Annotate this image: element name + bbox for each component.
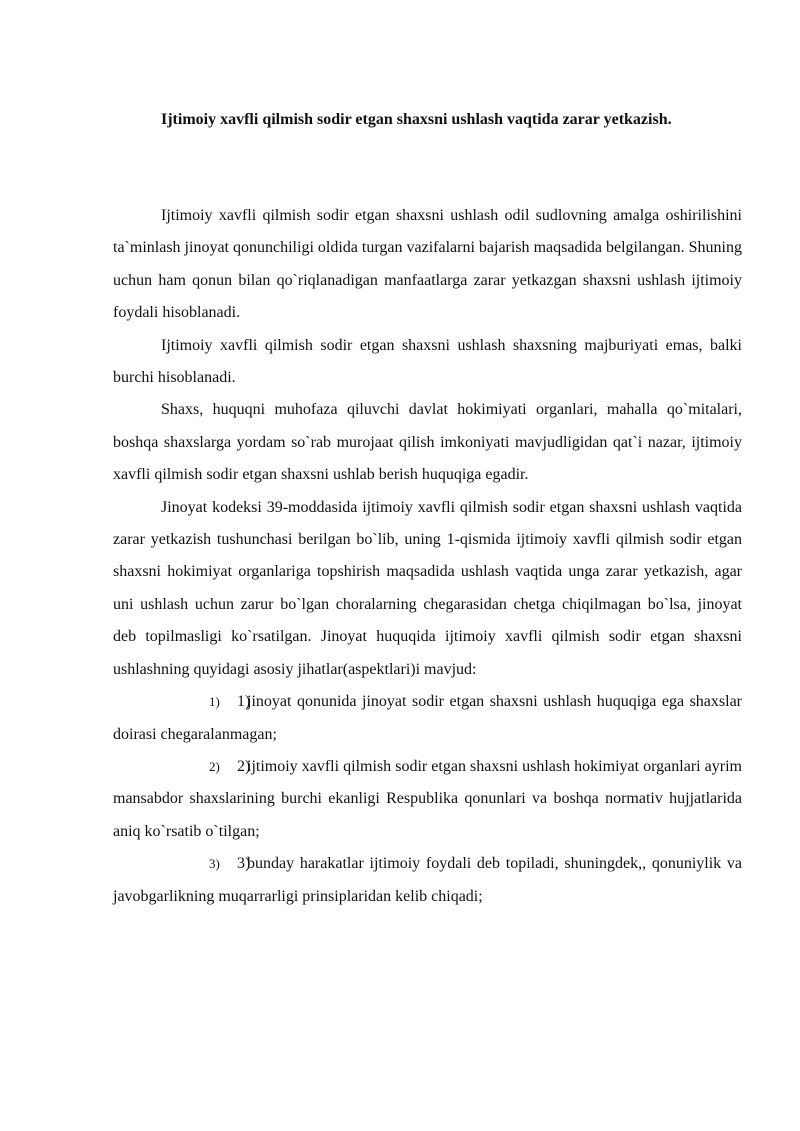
paragraph-3: Shaxs, huquqni muhofaza qiluvchi davlat hokimiyati organlari, mahalla qo`mitalari, boshqa shaxslarga yordam so`rab murojaat qilish imkoniyati mavjudligidan qat`i nazar, ijtimoiy xavfli qilmish sodir etgan shaxsni ushlab berish huquqiga egadir. (113, 401, 742, 484)
list-item-text: bunday harakatlar ijtimoiy foydali deb topiladi, shuningdek,, qonuniylik va javobgarlikning muqarrarligi prinsiplaridan kelib chiqadi; (113, 855, 742, 905)
list-number: 3) (237, 855, 251, 873)
list-number: 2) (237, 757, 251, 775)
list-marker: 1) (209, 694, 220, 710)
list-item-3 (113, 848, 742, 913)
list-item-text: jinoyat qonunida jinoyat sodir etgan shaxsni ushlash huquqiga ega shaxslar doirasi chegaralanmagan; (113, 693, 742, 743)
paragraph-1: Ijtimoiy xavfli qilmish sodir etgan shaxsni ushlash odil sudlovning amalga oshirilishini ta`minlash jinoyat qonunchiligi oldida turgan vazifalarni bajarish maqsadida belgilangan. Shuning uchun ham qonun bilan qo`riqlanadigan manfaatlarga zarar yetkazgan shaxsni ushlash ijtimoiy foydali hisoblanadi. (113, 207, 742, 322)
list-marker: 3) (209, 856, 220, 872)
paragraph-4: Jinoyat kodeksi 39-moddasida ijtimoiy xavfli qilmish sodir etgan shaxsni ushlash vaqtida zarar yetkazish tushunchasi berilgan bo`lib, uning 1-qismida ijtimoiy xavfli qilmish sodir etgan shaxsni hokimiyat organlariga topshirish maqsadida ushlash vaqtida unga zarar yetkazish, agar uni ushlash uchun zarur bo`lgan choralarning chegarasidan chetga chiqilmagan bo`lsa, jinoyat deb topilmasligi ko`rsatilgan. Jinoyat huquqida ijtimoiy xavfli qilmish sodir etgan shaxsni ushlashning quyidagi asosiy jihatlar(aspektlari)i mavjud: (113, 498, 742, 678)
document-body (113, 200, 742, 913)
document-title: Ijtimoiy xavfli qilmish sodir etgan shaxsni ushlash vaqtida zarar yetkazish. (161, 111, 672, 128)
list-marker: 2) (209, 758, 220, 774)
paragraph-2: Ijtimoiy xavfli qilmish sodir etgan shaxsni ushlash shaxsning majburiyati emas, balki burchi hisoblanadi. (113, 336, 742, 387)
list-item-2 (113, 751, 742, 848)
list-number: 1) (237, 693, 251, 711)
list-item-1 (113, 686, 742, 751)
list-item-text: ijtimoiy xavfli qilmish sodir etgan shaxsni ushlash hokimiyat organlari ayrim mansabdor shaxslarining burchi ekanligi Respublika qonunlari va boshqa normativ hujjatlarida aniq ko`rsatib o`tilgan; (113, 757, 742, 840)
